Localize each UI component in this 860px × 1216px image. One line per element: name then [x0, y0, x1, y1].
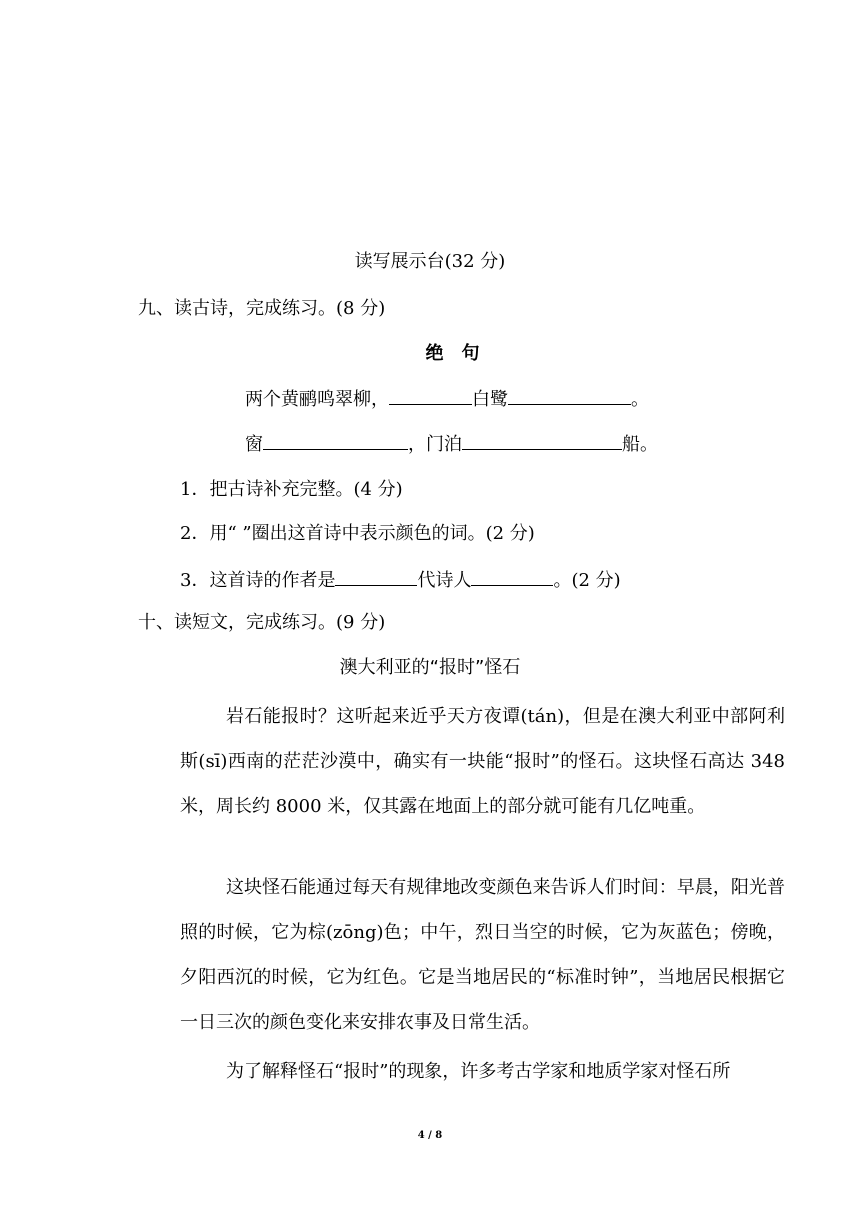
sub-question-3 [180, 567, 621, 593]
section-title: 读写展示台(32 分) [354, 251, 506, 272]
poem-blank-4[interactable] [462, 431, 622, 450]
poem-line-1-text-c: 。 [631, 389, 649, 410]
poem-line-1-text-a: 两个黄鹂鸣翠柳， [245, 389, 389, 410]
poem-blank-1[interactable] [389, 386, 472, 405]
poem-title [0, 342, 860, 366]
poem-title-char-2: 句 [461, 343, 480, 364]
poem-line-1-text-b: 白鹭 [472, 389, 508, 410]
article-paragraph-1: 岩石能报时？这听起来近乎天方夜谭(tán)，但是在澳大利亚中部阿利斯(sī)西南的茫茫沙漠中，确实有一块能“报时”的怪石。这块怪石高达 348 米，周长约 8000 米，仅其露在地面上的部分就可能有几亿吨重。 [180, 706, 785, 817]
page-number: 4 / 8 [417, 1130, 443, 1141]
sub-question-2: 2．用“ ”圈出这首诗中表示颜色的词。(2 分) [180, 523, 535, 544]
sub-question-1: 1．把古诗补充完整。(4 分) [180, 479, 403, 500]
dynasty-blank[interactable] [335, 567, 417, 586]
poem-line-2 [245, 431, 658, 457]
article-paragraph-3: 为了解释怪石“报时”的现象，许多考古学家和地质学家对怪石所 [226, 1061, 731, 1082]
poem-blank-2[interactable] [508, 386, 631, 405]
poem-title-char-1: 绝 [425, 343, 444, 364]
sub-question-3-text-b: 代诗人 [417, 570, 472, 591]
poem-blank-3[interactable] [263, 431, 408, 450]
poet-blank[interactable] [471, 567, 553, 586]
sub-question-3-text-c: 。(2 分) [553, 570, 621, 591]
article-paragraph-2: 这块怪石能通过每天有规律地改变颜色来告诉人们时间：早晨，阳光普照的时候，它为棕(zōng)色；中午，烈日当空的时候，它为灰蓝色；傍晚，夕阳西沉的时候，它为红色。它是当地居民的“标准时钟”，当地居民根据它一日三次的颜色变化来安排农事及日常生活。 [180, 877, 785, 1033]
sub-question-3-text-a: 3．这首诗的作者是 [180, 570, 336, 591]
article-title: 澳大利亚的“报时”怪石 [339, 657, 521, 678]
poem-line-2-text-c: 船。 [622, 434, 658, 455]
question-10-heading: 十、读短文，完成练习。(9 分) [138, 612, 386, 633]
poem-line-1 [245, 386, 649, 412]
poem-line-2-text-b: ，门泊 [408, 434, 462, 455]
poem-line-2-text-a: 窗 [245, 434, 263, 455]
question-9-heading: 九、读古诗，完成练习。(8 分) [138, 298, 386, 319]
